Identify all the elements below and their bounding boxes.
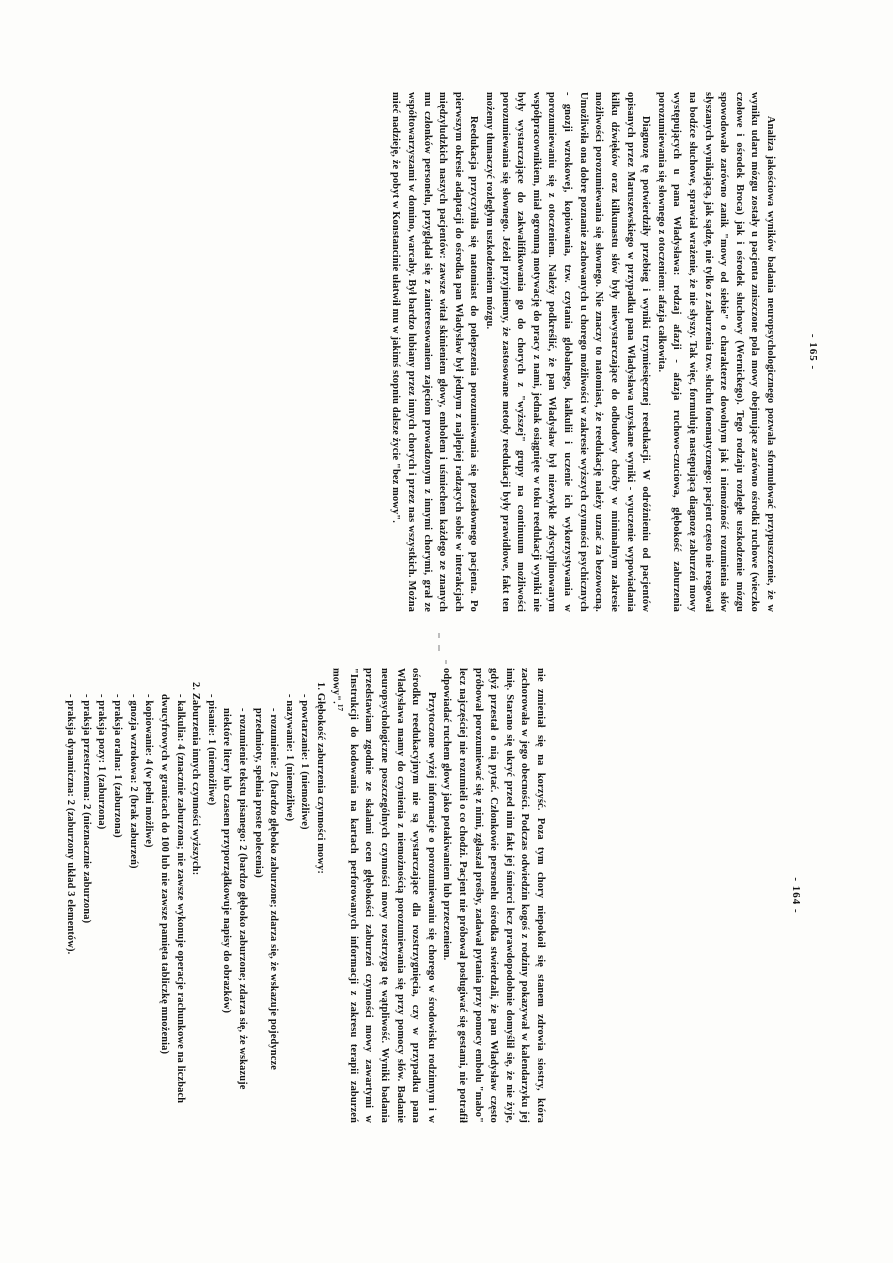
list-item: - praksja przestrzenna: 2 (nieznacznie zaburzona)	[80, 694, 92, 924]
list-heading: 2. Zaburzenia innych czynności wyższych:	[190, 682, 202, 876]
list-item: - powtarzanie: 1 (niemożliwe)	[299, 694, 311, 830]
list-item: - praksja oralna: 1 (zaburzona)	[112, 694, 124, 838]
paragraph-continuation: nie zmieniał się na korzyść. Poza tym chory niepokoił się stanem zdrowia siostry, która zachorowała w jego obecności. Podczas odwiedzin kogoś z rodziny pokazywał w kalendarzyku jej imię. Starano się ukryć przed nim fakt jej śmierci lecz prawdopodobnie domyślił się, że nie żyje, gdyż przestał o nią pytać. Członkowie personelu ośrodka stwierdzali, że pan Władysław często próbował porozumiewać się z nimi, zgłaszał prośby, zadawał pytania przy pomocy embolu "mabo" lecz najczęściej nie rozumieli o co chodzi. Pacjent nie próbował posługiwać się gestami, nie potrafił odpowiadać ruchem głowy jako potakiwaniem lub przeczeniem.	[441, 668, 546, 1123]
scan-speck	[445, 660, 447, 664]
footnote-ref: 17	[336, 703, 345, 712]
paragraph-text: Przytoczone wyżej informacje o porozumiewaniu się chorego w środowisku rodzinnym i w ośrodku reedukacyjnym nie są wystarczające dla rozstrzygnięcia, czy w przypadku pana Władysława mamy do czynienia z niemożnością porozumiewania się przy pomocy słów. Badanie neuropsychologiczne poszczególnych czynności mowy rozstrzyga tę wątpliwość. Wyniki badania przedstawiam zgodnie ze skalami ocen głębokości zaburzeń czynności mowy zawartymi w "Instrukcji do kodowania na kartach perforowanych informacji z zakresu terapii zaburzeń mowy".	[330, 668, 437, 1123]
page-number: - 164 -	[790, 877, 802, 914]
paragraph	[328, 668, 439, 1123]
list-item: - rozumienie tekstu pisanego: 2 (bardzo głęboko zaburzone; zdarza się, że wskazuje niektóre litery lub czasem przyporządkowuje napisy do obrazków)	[221, 708, 248, 1090]
list-item: - kalkulia: 4 (znacznie zaburzona; nie zawsze wykonuje operacje rachunkowe na liczbach dwucyfrowych w granicach do 100 lub nie zawsze pamięta tabliczkę mnożenia)	[158, 694, 186, 1104]
paragraph: Analiza jakościowa wyników badania neuropsychologicznego pozwala sformułować przypuszczenie, że w wyniku udaru mózgu zostały u pacjenta zniszczone pola mowy obejmujące zarówno ośrodki ruchowe (wieczko czołowe i ośrodek Broca) jak i ośrodek słuchowy (Wernickego). Tego rodzaju rozległe uszkodzenie mózgu spowodowało zarówno zanik "mowy od siebie" o charakterze dowolnym jak i niemożność rozumienia słów słyszanych wynikającą, jak sądzę, nie tylko z zaburzenia tzw. słuchu fonematycznego: pacjent często nie reagował na bodźce słuchowe, sprawiał wrażenie, że nie słyszy. Tak więc, formułuję następującą diagnozę zaburzeń mowy występujących u pana Władysława: rodzaj afazji - afazja ruchowo-czuciowa, głębokość zaburzenia porozumiewania się słownego z otoczeniem: afazja całkowita.	[655, 92, 776, 612]
list-item: - kopiowanie: 4 (w pełni możliwe)	[143, 694, 155, 848]
list-item: - nazywanie: 1 (niemożliwe)	[283, 694, 295, 822]
speech-disorder-list	[203, 668, 312, 1123]
page-164	[65, 668, 802, 1123]
paragraph: Diagnozę tę potwierdziły przebieg i wyniki trzymiesięcznej reedukacji. W odróżnieniu od pacjentów opisanych przez Maruszewskiego w przypadku pana Władysława uzyskane wyniki - wyuczenie wypowiadania kilku dźwięków oraz kilkunastu słów były niewystarczające do odbudowy choćby w minimalnym zakresie możliwości porozumiewania się słownego. Nie znaczy to natomiast, że reedukację należy uznać za bezowocną. Umożliwiła ona dobre poznanie zachowanych u chorego możliwości w zakresie wyższych czynności psychicznych - gnozji wzrokowej, kopiowania, tzw. czytania globalnego, kalkulii i uczenie ich wykorzystywania w porozumiewaniu się z otoczeniem. Należy podkreślić, że pan Władysław był niezwykle zdyscyplinowanym współpracownikiem, miał ogromną motywację do pracy z nami, jednak osiągnięte w toku reedukacji wyniki nie były wystarczające do zakwalifikowania go do chorych z "wyższej" grupy na continuum możliwości porozumiewania się słownego. Jeżeli przyjmiemy, że zastosowane metody reedukacji były prawidłowe, fakt ten możemy tłumaczyć rozległym uszkodzeniem mózgu.	[484, 92, 652, 612]
list-item: - rozumienie: 2 (bardzo głęboko zaburzone; zdarza się, że wskazuje pojedyncze przedmioty, spełnia proste polecenia)	[252, 708, 280, 1070]
list-item: - pisanie: 1 (niemożliwe)	[205, 694, 217, 806]
scan-speck	[438, 645, 440, 651]
higher-functions-list	[63, 668, 188, 1123]
list-heading: 1. Głębokość zaburzenia czynności mowy:	[315, 682, 326, 875]
list-item: - praksja dynamiczna: 2 (zaburzony układ 3 elementów).	[65, 694, 77, 955]
page-number: - 165 -	[807, 333, 819, 371]
scan-speck	[438, 633, 440, 638]
paragraph: Reedukacja przyczyniła się natomiast do polepszenia porozumiewania się pozasłownego pacjenta. Po pierwszym okresie adaptacji do ośrodka pan Władysław był jednym z najlepiej radzących sobie w interakcjach międzyludzkich naszych pacjentów: zawsze witał skinieniem głowy, embolem i uśmiechem każdego ze znanych mu członków personelu, przyglądał się z zainteresowaniem zajęciom prowadzonym z innymi chorymi, grał ze współtowarzyszami w domino, warcaby. Był bardzo lubiany przez innych chorych i przez nas wszystkich. Można mieć nadzieję, że pobyt w Konstancinie ułatwił mu w jakimś stopniu dalsze życie "bez mowy".	[390, 92, 480, 612]
page-165	[338, 92, 819, 612]
list-item: - praksja pozy: 1 (zaburzona)	[96, 694, 108, 830]
list-item: - gnozja wzrokowa: 2 (brak zaburzeń)	[127, 694, 139, 869]
